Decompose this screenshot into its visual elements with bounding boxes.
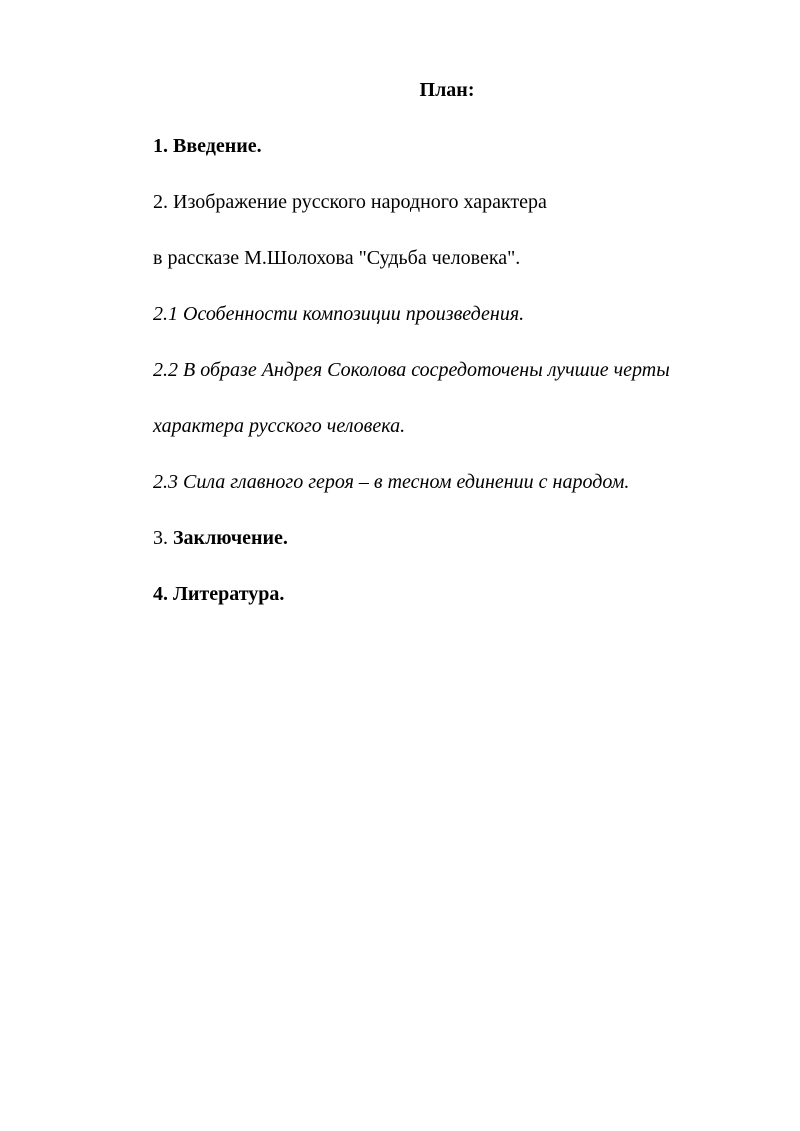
plan-item-introduction: 1. Введение. xyxy=(153,135,262,157)
plan-item-2-2-line-2: характера русского человека. xyxy=(153,415,406,437)
plan-item-2-2-line-1: 2.2 В образе Андрея Соколова сосредоточены лучшие черты xyxy=(153,359,670,381)
page-title: План: xyxy=(419,79,475,101)
plan-item-2-1: 2.1 Особенности композиции произведения. xyxy=(153,303,525,325)
plan-item-conclusion xyxy=(153,526,288,550)
plan-item-2-line-2: в рассказе М.Шолохова "Судьба человека". xyxy=(153,247,521,269)
plan-item-2-3: 2.3 Сила главного героя – в тесном единении с народом. xyxy=(153,471,630,493)
plan-item-conclusion-number: 3. xyxy=(153,527,173,549)
plan-item-conclusion-label: Заключение. xyxy=(173,527,288,549)
plan-item-2-line-1: 2. Изображение русского народного характера xyxy=(153,191,547,213)
plan-item-literature: 4. Литература. xyxy=(153,583,285,605)
